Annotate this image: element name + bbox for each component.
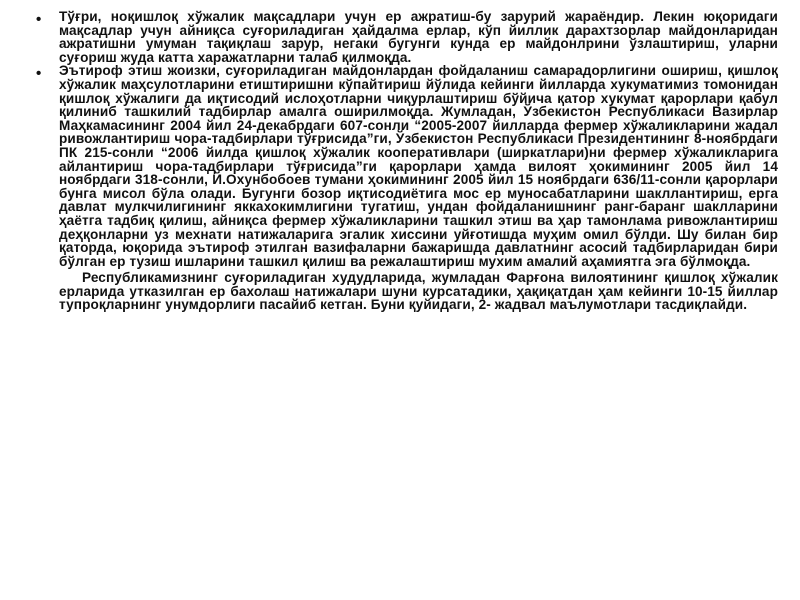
paragraph-soil-fertility: Республикамизнинг суғориладиган худудларида, жумладан Фарғона вилоятининг қишлоқ хўжалик ерларида утказилган ер бахолаш натижалари шуни курсатадики, ҳақиқатдан ҳам кейинги 10-15 йиллар тупроқларнинг унумдорлиги пасайиб кетган. Буни қуйидаги, 2- жадвал маълумотлари тасдиқлайди. [59,270,778,313]
bullet-icon: • [36,11,42,28]
list-item [36,10,778,64]
bullet-list [36,10,778,268]
paragraph-land-allocation: Тўғри, ноқишлоқ хўжалик мақсадлари учун ер ажратиш-бу зарурий жараёндир. Лекин юқоридаги мақсадлар учун айниқса суғориладиган ҳайдалма ерлар, кўп йиллик дарахтзорлар майдонларидан ажратишни умуман тақиқлаш зарур, негаки бугунги кунда ер майдонлрини ўзлаштириш, уларни суғориш жуда катта харажатларни талаб қилмоқда. [59,9,778,65]
list-item [36,64,778,268]
paragraph-government-measures: Эътироф этиш жоизки, суғориладиган майдонлардан фойдаланиш самарадорлигини ошириш, қишлоқ хўжалик маҳсулотларини етиштиришни кўпайтириш йўлида кейинги йилларда хукуматимиз томонидан қишлоқ хўжалиги да иқтисодий ислоҳотларни чиқурлаштириш бўйича қатор хукумат қарорлари қабул қилиниб ташкилий тадбирлар амалга оширилмоқда. Жумладан, Ўзбекистон Республикаси Вазирлар Маҳкамасининг 2004 йил 24-декабрдаги 607-сонли “2005-2007 йилларда фермер хўжаликларини жадал ривожлантириш чора-тадбирлари тўғрисида”ги, Ўзбекистон Республикаси Президентининг 8-ноябрдаги ПК 215-сонли “2006 йилда қишлоқ хўжалик кооперативлари (ширкатлари)ни фермер хўжаликларига айлантириш чора-тадбирлари тўғрисида”ги қарорлари ҳамда вилоят ҳокимининг 2005 йил 14 ноябрдаги 318-сонли, Й.Охунбобоев тумани ҳокимининг 2005 йил 15 ноябрдаги 636/11-сонли қарорлари бунга мисол бўла олади. Бугунги бозор иқтисодиётига мос ер муносабатларини шакллантириш, ерга давлат мулкчилигининг яккахокимлигини тугатиш, ундан фойдаланишнинг ранг-баранг шаклларини ҳаётга тадбиқ қилиш, айниқса фермер хўжаликларини ташкил этиш ва ҳар тамонлама ривожлантириш деҳқонларни уз мехнати натижаларига эгалик хиссини уйғотишда муҳим омил бўлди. Шу билан бир қаторда, юқорида эътироф этилган вазифаларни бажаришда давлатнинг асосий тадбирларидан бири бўлган ер тузиш ишларини ташкил қилиш ва режалаштириш мухим амалий аҳамиятга эга бўлмоқда. [59,63,778,269]
bullet-icon: • [36,65,42,83]
